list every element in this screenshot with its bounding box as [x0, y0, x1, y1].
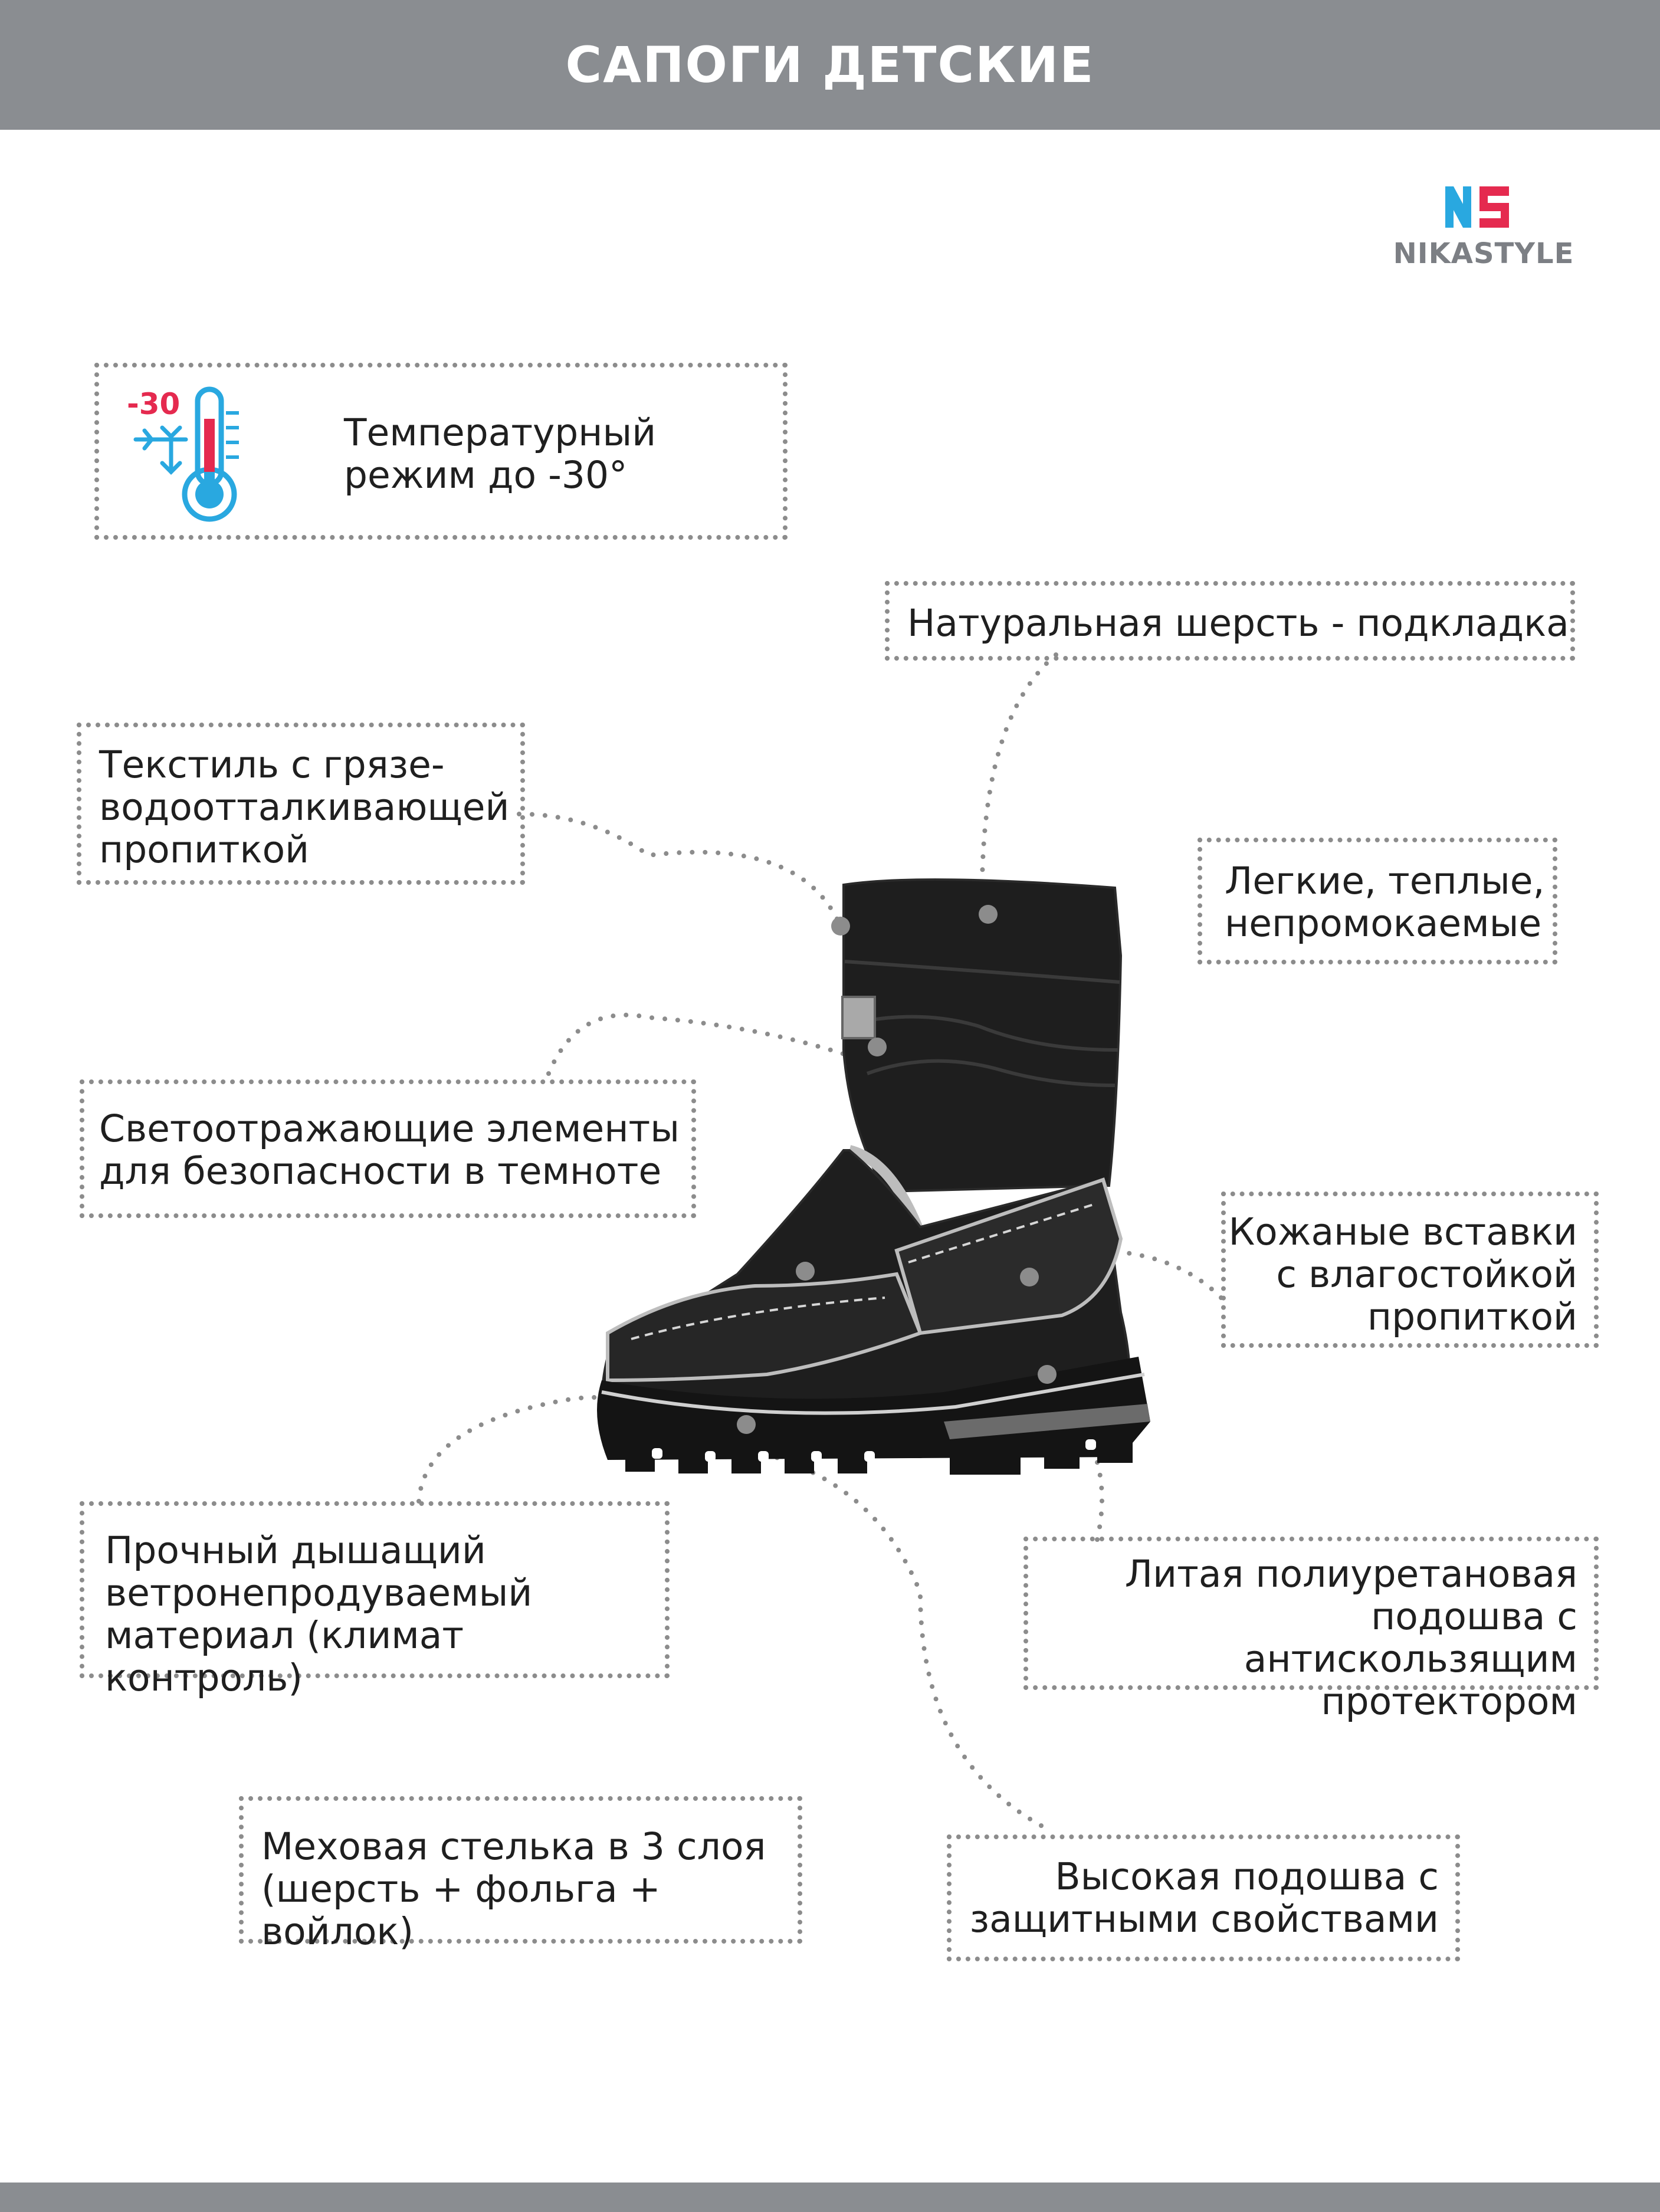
feature-light-warm — [1198, 838, 1557, 964]
feature-high-sole — [947, 1834, 1460, 1961]
feature-wool-lining-text: Натуральная шерсть - подкладка — [907, 602, 1569, 645]
feature-leather-text: Кожаные вставки с влагостойкой пропиткой — [1228, 1210, 1577, 1338]
feature-sole-pu-text: Литая полиуретановая подошва с антискользящим протектором — [1124, 1553, 1577, 1723]
brand-name: NIKASTYLE — [1393, 237, 1574, 270]
feature-insole-text: Меховая стелька в 3 слоя (шерсть + фольга + войлок) — [261, 1825, 766, 1953]
feature-light-warm-text: Легкие, теплые, непромокаемые — [1225, 859, 1545, 945]
feature-sole-pu — [1023, 1537, 1599, 1723]
feature-high-sole-text: Высокая подошва с защитными свойствами — [969, 1855, 1439, 1941]
feature-wool-lining — [885, 581, 1575, 661]
temperature-text: Температурный режим до -30° — [344, 411, 657, 497]
feature-reflective — [80, 1079, 696, 1218]
page-title: САПОГИ ДЕТСКИЕ — [565, 36, 1095, 94]
temperature-badge: -30 — [127, 387, 181, 421]
feature-material — [80, 1501, 670, 1699]
footer-bar — [0, 2183, 1660, 2212]
feature-reflective-text: Светоотражающие элементы для безопасности в темноте — [99, 1107, 680, 1193]
thermometer-snowflake-icon — [127, 383, 251, 525]
feature-leather — [1221, 1192, 1599, 1348]
feature-material-text: Прочный дышащий ветронепродуваемый материал (климат контроль) — [105, 1529, 533, 1699]
feature-textile-text: Текстиль с грязе- водоотталкивающей пропиткой — [99, 743, 510, 871]
feature-textile — [77, 723, 525, 885]
feature-insole — [239, 1796, 802, 1953]
